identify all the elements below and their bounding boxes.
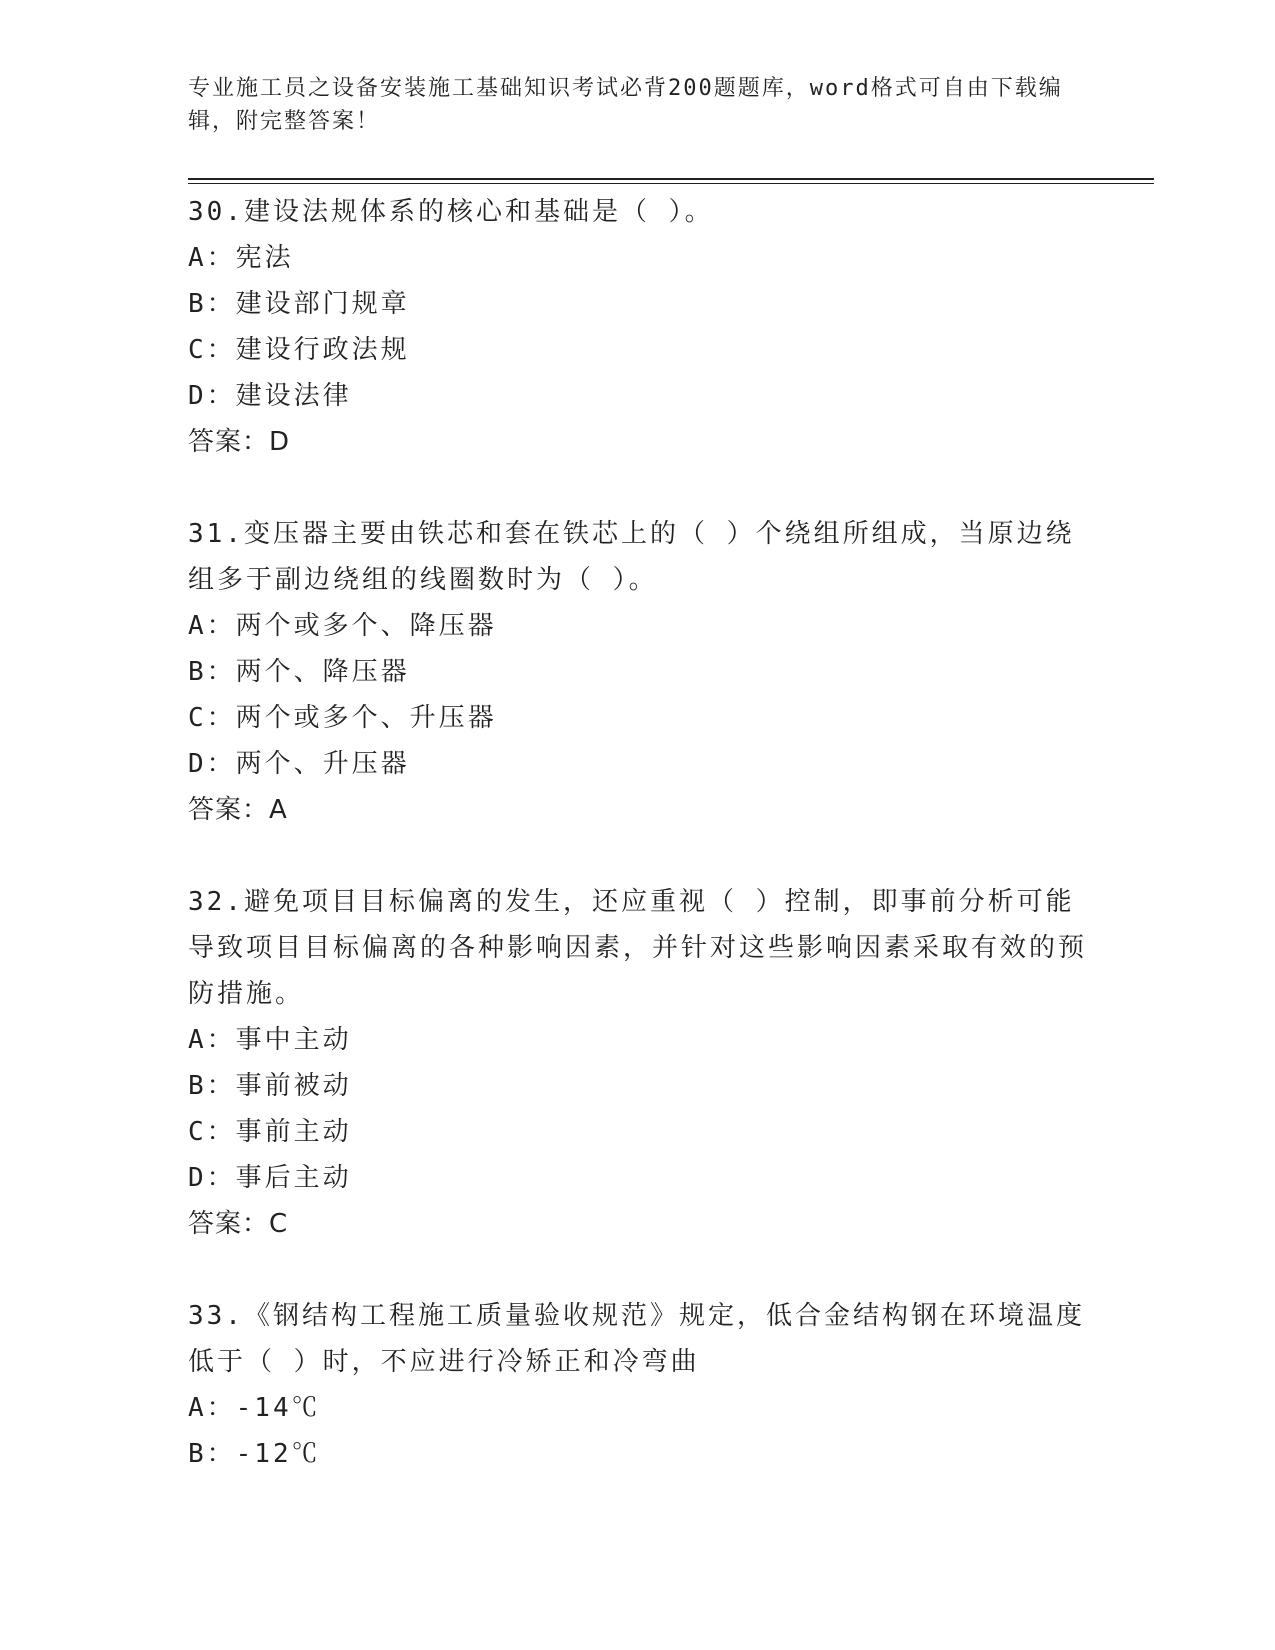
option-c: C：两个或多个、升压器 [188,703,497,733]
question-33 [188,1293,1088,1477]
document-header: 专业施工员之设备安装施工基础知识考试必背200题题库，word格式可自由下载编辑，附完整答案！ [188,76,1063,134]
option-c: C：事前主动 [188,1117,352,1147]
option-a: A：宪法 [188,243,294,273]
option-d: D：建设法律 [188,381,352,411]
option-b: B：两个、降压器 [188,657,410,687]
answer-label: 答案：D [188,427,291,457]
answer-label: 答案：C [188,1209,289,1239]
option-d: D：两个、升压器 [188,749,410,779]
option-b: B：事前被动 [188,1071,352,1101]
question-stem: 33.《钢结构工程施工质量验收规范》规定，低合金结构钢在环境温度低于（ ）时，不应进行冷矫正和冷弯曲 [188,1301,1085,1377]
header-divider-thin [188,183,1154,184]
option-b: B：-12℃ [188,1439,321,1469]
question-stem: 31.变压器主要由铁芯和套在铁芯上的（ ）个绕组所组成，当原边绕组多于副边绕组的线圈数时为（ ）。 [188,519,1075,595]
question-stem: 32.避免项目目标偏离的发生，还应重视（ ）控制，即事前分析可能导致项目目标偏离的各种影响因素，并针对这些影响因素采取有效的预防措施。 [188,887,1088,1009]
question-31 [188,511,1088,833]
option-a: A：-14℃ [188,1393,321,1423]
question-list [188,189,1088,1477]
option-b: B：建设部门规章 [188,289,410,319]
option-a: A：两个或多个、降压器 [188,611,497,641]
option-c: C：建设行政法规 [188,335,410,365]
answer-label: 答案：A [188,795,288,825]
option-d: D：事后主动 [188,1163,352,1193]
option-a: A：事中主动 [188,1025,352,1055]
header-divider-thick [188,178,1154,180]
question-stem: 30.建设法规体系的核心和基础是（ ）。 [188,197,714,227]
question-30 [188,189,1088,465]
question-32 [188,879,1088,1247]
